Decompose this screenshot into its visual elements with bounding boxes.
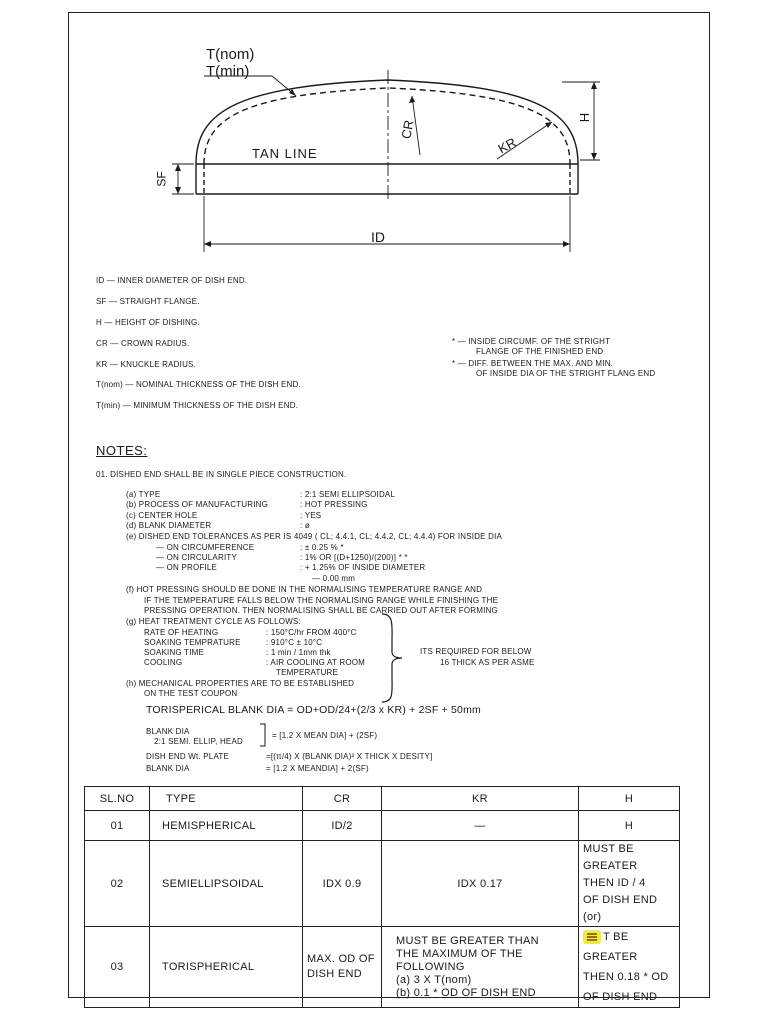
row3-h-line3: OF DISH END <box>583 991 658 1003</box>
weight-value: =[(π/4) X (BLANK DIA)² X THICK X DESITY] <box>266 752 433 761</box>
note-f-line2: IF THE TEMPERATURE FALLS BELOW THE NORMALISING RANGE WHILE FINISHING THE <box>144 596 499 605</box>
tan-line-label: TAN LINE <box>252 146 318 161</box>
note-f-line1: (f) HOT PRESSING SHOULD BE DONE IN THE NORMALISING TEMPERATURE RANGE AND <box>126 585 483 594</box>
notes-title: NOTES: <box>96 443 148 458</box>
note-brace <box>380 612 410 704</box>
row2-type: SEMIELLIPSOIDAL <box>150 841 303 927</box>
dish-end-table <box>84 786 680 1008</box>
note-e1-label: — ON CIRCUMFERENCE <box>156 543 255 552</box>
row3-cr-line2: DISH END <box>307 968 362 980</box>
note-g3-value: : 1 min / 1mm thk <box>266 648 331 657</box>
note-g1-label: RATE OF HEATING <box>144 628 219 637</box>
note-a-value: : 2:1 SEMI ELLIPSOIDAL <box>300 490 396 499</box>
note-g1-value: : 150°C/hr FROM 400°C <box>266 628 357 637</box>
note-e1-value: : ± 0.25 % * <box>300 543 344 552</box>
note-g3-label: SOAKING TIME <box>144 648 205 657</box>
note-h-line1: (h) MECHANICAL PROPERTIES ARE TO BE ESTABLISHED <box>126 679 355 688</box>
row3-kr-line2: THE MAXIMUM OF THE <box>396 947 523 960</box>
note-c-value: : YES <box>300 511 322 520</box>
row3-type: TORISPHERICAL <box>150 927 303 1008</box>
legend-id: ID — INNER DIAMETER OF DISH END. <box>96 276 248 285</box>
legend-h: H — HEIGHT OF DISHING. <box>96 318 200 327</box>
h-label: H <box>577 112 593 123</box>
legend-kr: KR — KNUCKLE RADIUS. <box>96 360 197 369</box>
header-slno: SL.NO <box>85 787 150 811</box>
row3-kr-line4: (a) 3 X T(nom) <box>396 973 472 986</box>
table-row <box>85 811 680 841</box>
note-g2-label: SOAKING TEMPRATURE <box>144 638 241 647</box>
row3-cr <box>303 927 382 1008</box>
note-g4-label: COOLING <box>144 658 183 667</box>
note-h-line2: ON THE TEST COUPON <box>144 689 238 698</box>
kr-label: KR <box>495 134 519 157</box>
row2-h <box>579 841 680 927</box>
row2-sl: 02 <box>85 841 150 927</box>
note-a-label: (a) TYPE <box>126 490 161 499</box>
blank-dia-value: = [1.2 X MEAN DIA] + (2SF) <box>272 731 378 740</box>
row3-kr-line5: (b) 0.1 * OD OF DISH END <box>396 986 536 999</box>
table-row <box>85 841 680 927</box>
legend-sf: SF — STRAIGHT FLANGE. <box>96 297 200 306</box>
note-b-value: : HOT PRESSING <box>300 500 368 509</box>
cr-label: CR <box>398 118 417 141</box>
row2-kr: IDX 0.17 <box>382 841 579 927</box>
row1-sl: 01 <box>85 811 150 841</box>
note-e3-value2: — 0.00 mm <box>312 574 356 583</box>
row3-kr-line3: FOLLOWING <box>396 960 465 973</box>
legend-cr: CR — CROWN RADIUS. <box>96 339 190 348</box>
note-e2-value: : 1% OR [(D+1250)/(200)] * * <box>300 553 408 562</box>
formula-bracket <box>258 722 268 748</box>
tnom-label: T(nom) <box>206 46 255 63</box>
note-e3-value: : + 1.25% OF INSIDE DIAMETER <box>300 563 426 572</box>
footnote-1: * — INSIDE CIRCUMF. OF THE STRIGHT <box>452 337 611 346</box>
blank-dia2-value: = [1.2 X MEANDIA] + 2(SF) <box>266 764 369 773</box>
legend-tmin: T(min) — MINIMUM THICKNESS OF THE DISH END. <box>96 401 299 410</box>
note-e3-label: — ON PROFILE <box>156 563 218 572</box>
note-g4-value: : AIR COOLING AT ROOM <box>266 658 366 667</box>
row3-cr-line1: MAX. OD OF <box>307 953 375 965</box>
row2-h-line1: MUST BE GREATER <box>583 843 638 872</box>
note-g-line: (g) HEAT TREATMENT CYCLE AS FOLLOWS: <box>126 617 301 626</box>
row3-kr-line1: MUST BE GREATER THAN <box>396 934 539 947</box>
note-g4-value2: TEMPERATURE <box>276 668 339 677</box>
weight-label: DISH END Wt. PLATE <box>146 752 230 761</box>
row1-cr: ID/2 <box>303 811 382 841</box>
note-d-value: : ø <box>300 521 310 530</box>
table-header-row <box>85 787 680 811</box>
torispherical-formula: TORISPERICAL BLANK DIA = OD+OD/24+(2/3 x KR) + 2SF + 50mm <box>146 704 481 716</box>
row1-h: H <box>579 811 680 841</box>
header-cr: CR <box>303 787 382 811</box>
row3-h <box>579 927 680 1008</box>
note-g-side2: 16 THICK AS PER ASME <box>440 658 535 667</box>
blank-dia2-label: BLANK DIA <box>146 764 190 773</box>
header-kr: KR <box>382 787 579 811</box>
blank-dia-label2: 2:1 SEMI. ELLIP, HEAD <box>154 737 243 746</box>
note-f-line3: PRESSING OPERATION. THEN NORMALISING SHALL BE CARRIED OUT AFTER FORMING <box>144 606 498 615</box>
id-label: ID <box>371 229 385 245</box>
note-01: 01. DISHED END SHALL BE IN SINGLE PIECE CONSTRUCTION. <box>96 470 347 479</box>
header-h: H <box>579 787 680 811</box>
note-e-line: (e) DISHED END TOLERANCES AS PER IS 4049 ( CL; 4.4.1, CL; 4.4.2, CL; 4.4.4) FOR INSIDE DIA <box>126 532 503 541</box>
comment-icon[interactable] <box>583 930 601 944</box>
header-type: TYPE <box>150 787 303 811</box>
footnote-2: * — DIFF. BETWEEN THE MAX. AND MIN. <box>452 359 614 368</box>
note-b-label: (b) PROCESS OF MANUFACTURING <box>126 500 269 509</box>
row3-h-line1: T BE GREATER <box>583 931 638 963</box>
row3-sl: 03 <box>85 927 150 1008</box>
tmin-label: T(min) <box>206 63 250 80</box>
row1-type: HEMISPHERICAL <box>150 811 303 841</box>
footnote-2b: OF INSIDE DIA OF THE STRIGHT FLANG END <box>476 369 656 378</box>
row3-h-line2: THEN 0.18 * OD <box>583 971 669 983</box>
sf-label: SF <box>154 171 169 187</box>
legend-tnom: T(nom) — NOMINAL THICKNESS OF THE DISH END. <box>96 380 301 389</box>
note-e2-label: — ON CIRCULARITY <box>156 553 237 562</box>
row2-cr: IDX 0.9 <box>303 841 382 927</box>
blank-dia-label1: BLANK DIA <box>146 727 190 736</box>
note-c-label: (c) CENTER HOLE <box>126 511 198 520</box>
row3-kr <box>382 927 579 1008</box>
note-d-label: (d) BLANK DIAMETER <box>126 521 212 530</box>
row2-h-line3: OF DISH END (or) <box>583 894 658 923</box>
footnote-1b: FLANGE OF THE FINISHED END <box>476 347 604 356</box>
row1-kr: — <box>382 811 579 841</box>
table-row <box>85 927 680 1008</box>
note-g2-value: : 910°C ± 10°C <box>266 638 323 647</box>
row2-h-line2: THEN ID / 4 <box>583 877 646 889</box>
note-g-side1: ITS REQUIRED FOR BELOW <box>420 647 532 656</box>
